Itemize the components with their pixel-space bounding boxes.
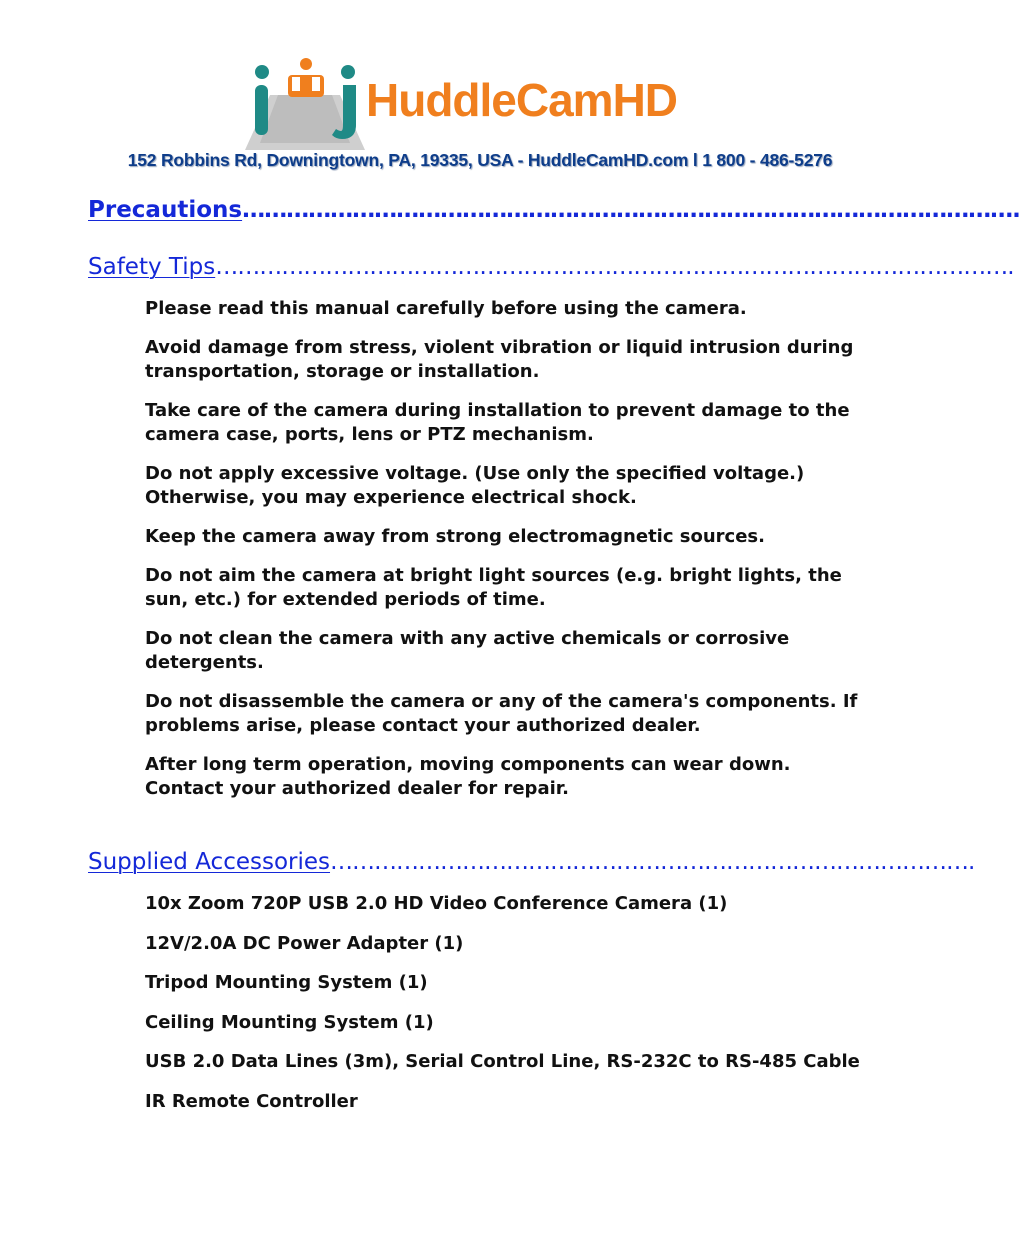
list-item: Keep the camera away from strong electromagnetic sources. bbox=[145, 526, 765, 547]
list-item: After long term operation, moving components can wear down. Contact your authorized dealer for repair. bbox=[145, 754, 791, 799]
toc-link-precautions[interactable] bbox=[88, 196, 1020, 224]
toc-link-supplied-accessories[interactable] bbox=[88, 848, 975, 876]
list-item: Ceiling Mounting System (1) bbox=[145, 1011, 434, 1033]
toc-title: Safety Tips bbox=[88, 254, 216, 280]
document-header bbox=[0, 0, 954, 180]
list-item: USB 2.0 Data Lines (3m), Serial Control Line, RS-232C to RS-485 Cable bbox=[145, 1051, 860, 1072]
brand-name: HuddleCamHD bbox=[366, 74, 678, 126]
list-item: Tripod Mounting System (1) bbox=[145, 972, 428, 993]
company-address: 152 Robbins Rd, Downingtown, PA, 19335, USA - HuddleCamHD.com l 1 800 - 486-5276 bbox=[127, 150, 833, 170]
toc-title: Supplied Accessories bbox=[88, 849, 331, 875]
list-item: Avoid damage from stress, violent vibration or liquid intrusion during transportation, storage or installation. bbox=[145, 337, 854, 382]
people-at-table-logo-icon bbox=[240, 55, 375, 150]
huddlecamhd-logo bbox=[240, 55, 730, 150]
list-item: Do not clean the camera with any active chemicals or corrosive detergents. bbox=[145, 628, 790, 673]
list-item: Do not aim the camera at bright light sources (e.g. bright lights, the sun, etc.) for extended periods of time. bbox=[145, 565, 842, 610]
toc-title: Precautions bbox=[88, 197, 243, 223]
list-item: 10x Zoom 720P USB 2.0 HD Video Conference Camera (1) bbox=[145, 893, 728, 914]
list-item: Take care of the camera during installation to prevent damage to the camera case, ports, lens or PTZ mechanism. bbox=[145, 400, 850, 445]
toc-leader-dots: ……………………………………………………………………………………………. bbox=[242, 197, 1020, 223]
list-item: Do not disassemble the camera or any of the camera's components. If problems arise, please contact your authorized dealer. bbox=[145, 691, 858, 736]
list-item: Please read this manual carefully before using the camera. bbox=[145, 298, 747, 319]
list-item: 12V/2.0A DC Power Adapter (1) bbox=[145, 932, 464, 954]
safety-tips-list bbox=[145, 297, 875, 816]
toc-leader-dots: ……………………………………………………………………………. bbox=[330, 849, 975, 875]
toc-leader-dots: ………………………………………………………………………………………………. bbox=[215, 254, 1014, 280]
list-item: Do not apply excessive voltage. (Use only the specified voltage.) Otherwise, you may experience electrical shock. bbox=[145, 463, 805, 508]
list-item: IR Remote Controller bbox=[145, 1090, 358, 1112]
supplied-accessories-list bbox=[145, 892, 875, 1129]
toc-link-safety-tips[interactable] bbox=[88, 253, 1014, 281]
